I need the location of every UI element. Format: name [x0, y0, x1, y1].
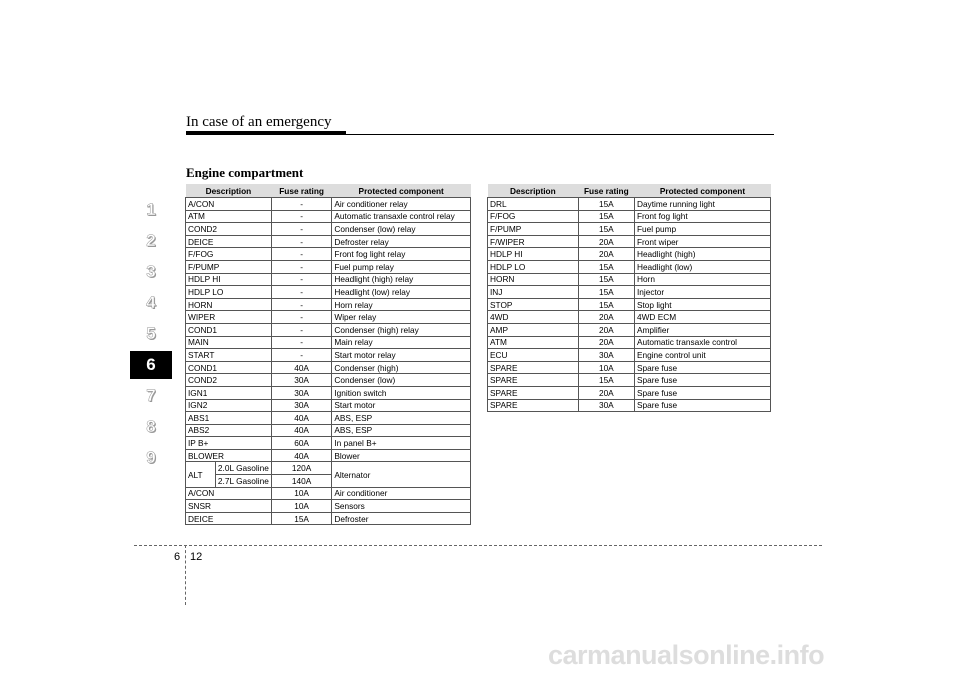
table-row	[186, 412, 471, 425]
row-protected-component: Start motor	[332, 399, 471, 412]
row-description: F/WIPER	[488, 235, 579, 248]
row-fuse-rating: -	[271, 349, 332, 362]
row-protected-component: Automatic transaxle control	[634, 336, 770, 349]
watermark: carmanualsonline.info	[548, 640, 825, 670]
table-row	[186, 512, 471, 525]
row-variant: 2.7L Gasoline	[215, 475, 271, 488]
chapter-tab-label: 6	[146, 355, 156, 374]
table-row	[488, 336, 771, 349]
row-description: BLOWER	[186, 449, 272, 462]
chapter-tab-label: 2	[146, 231, 156, 250]
row-fuse-rating: 20A	[578, 248, 634, 261]
row-protected-component: Headlight (low)	[634, 260, 770, 273]
table-row	[488, 248, 771, 261]
row-protected-component: Condenser (high) relay	[332, 323, 471, 336]
table-row	[186, 424, 471, 437]
table-row	[488, 361, 771, 374]
row-description: START	[186, 349, 272, 362]
row-protected-component: Fuel pump	[634, 223, 770, 236]
row-description: COND1	[186, 323, 272, 336]
row-description: MAIN	[186, 336, 272, 349]
row-fuse-rating: -	[271, 336, 332, 349]
chapter-tab-6[interactable]	[130, 351, 172, 379]
table-header-row	[186, 184, 471, 198]
row-protected-component: Daytime running light	[634, 198, 770, 211]
chapter-tab-1[interactable]	[130, 196, 172, 224]
row-protected-component: Sensors	[332, 500, 471, 513]
chapter-tab-label: 5	[146, 324, 156, 343]
row-fuse-rating: 15A	[578, 298, 634, 311]
chapter-tab-5[interactable]	[130, 320, 172, 348]
table-row	[488, 198, 771, 211]
row-description: F/PUMP	[488, 223, 579, 236]
row-fuse-rating: 20A	[578, 336, 634, 349]
row-description: COND2	[186, 223, 272, 236]
section-title: Engine compartment	[186, 165, 304, 180]
table-row	[186, 286, 471, 299]
row-protected-component: Injector	[634, 286, 770, 299]
row-description: DEICE	[186, 235, 272, 248]
row-fuse-rating: 15A	[271, 512, 332, 525]
table-row	[488, 311, 771, 324]
row-description: WIPER	[186, 311, 272, 324]
table-row	[186, 500, 471, 513]
row-protected-component: Horn relay	[332, 298, 471, 311]
row-protected-component: In panel B+	[332, 437, 471, 450]
footer-divider	[185, 545, 186, 605]
table-row	[186, 223, 471, 236]
row-protected-component: Defroster relay	[332, 235, 471, 248]
row-protected-component: Ignition switch	[332, 386, 471, 399]
table-row	[186, 248, 471, 261]
row-variant: 2.0L Gasoline	[215, 462, 271, 475]
row-protected-component: ABS, ESP	[332, 424, 471, 437]
column-header-fuse-rating: Fuse rating	[271, 184, 332, 198]
table-row	[186, 361, 471, 374]
chapter-tab-8[interactable]	[130, 413, 172, 441]
chapter-tab-4[interactable]	[130, 289, 172, 317]
table-row	[186, 235, 471, 248]
table-row	[186, 298, 471, 311]
table-row	[488, 273, 771, 286]
row-fuse-rating: 10A	[271, 487, 332, 500]
row-fuse-rating: 15A	[578, 286, 634, 299]
row-protected-component: Front wiper	[634, 235, 770, 248]
fuse-table-left	[185, 184, 471, 525]
row-fuse-rating: 15A	[578, 223, 634, 236]
row-description: IP B+	[186, 437, 272, 450]
row-description: A/CON	[186, 487, 272, 500]
column-header-protected-component: Protected component	[332, 184, 471, 198]
row-description: STOP	[488, 298, 579, 311]
row-fuse-rating: 10A	[271, 500, 332, 513]
row-protected-component: Condenser (high)	[332, 361, 471, 374]
column-header-description: Description	[488, 184, 579, 198]
row-description: SNSR	[186, 500, 272, 513]
row-fuse-rating: -	[271, 260, 332, 273]
table-row	[488, 260, 771, 273]
table-row	[186, 198, 471, 211]
table-row	[186, 260, 471, 273]
row-description: HORN	[488, 273, 579, 286]
row-protected-component: Wiper relay	[332, 311, 471, 324]
row-description: F/FOG	[488, 210, 579, 223]
row-fuse-rating: 15A	[578, 374, 634, 387]
table-row	[186, 273, 471, 286]
row-fuse-rating: -	[271, 286, 332, 299]
row-fuse-rating: 60A	[271, 437, 332, 450]
row-fuse-rating: 15A	[578, 260, 634, 273]
row-description: SPARE	[488, 361, 579, 374]
chapter-tab-label: 4	[146, 293, 156, 312]
row-fuse-rating: 20A	[578, 323, 634, 336]
row-fuse-rating: -	[271, 323, 332, 336]
row-description: SPARE	[488, 374, 579, 387]
row-fuse-rating: 30A	[578, 399, 634, 412]
header-rule-accent	[186, 131, 346, 135]
row-description: ALT	[186, 462, 216, 487]
row-protected-component: Front fog light	[634, 210, 770, 223]
row-fuse-rating: 20A	[578, 386, 634, 399]
row-description: ECU	[488, 349, 579, 362]
row-description: IGN1	[186, 386, 272, 399]
row-description: HDLP LO	[186, 286, 272, 299]
row-fuse-rating: -	[271, 248, 332, 261]
row-fuse-rating: 30A	[271, 399, 332, 412]
row-description: F/FOG	[186, 248, 272, 261]
row-protected-component: Condenser (low)	[332, 374, 471, 387]
row-protected-component: Spare fuse	[634, 374, 770, 387]
table-row	[488, 235, 771, 248]
row-protected-component: Spare fuse	[634, 399, 770, 412]
footer-rule	[134, 545, 822, 546]
table-row-alt	[186, 462, 471, 475]
row-fuse-rating: -	[271, 298, 332, 311]
column-header-fuse-rating: Fuse rating	[578, 184, 634, 198]
row-protected-component: Air conditioner	[332, 487, 471, 500]
fuse-table-right	[487, 184, 771, 412]
row-protected-component: ABS, ESP	[332, 412, 471, 425]
table-row	[488, 399, 771, 412]
row-protected-component: Stop light	[634, 298, 770, 311]
row-fuse-rating: 30A	[271, 374, 332, 387]
row-fuse-rating: 15A	[578, 198, 634, 211]
row-protected-component: Start motor relay	[332, 349, 471, 362]
row-description: A/CON	[186, 198, 272, 211]
chapter-tab-label: 8	[146, 417, 156, 436]
row-description: ABS2	[186, 424, 272, 437]
row-fuse-rating: -	[271, 223, 332, 236]
row-protected-component: Alternator	[332, 462, 471, 487]
row-fuse-rating: 15A	[578, 210, 634, 223]
table-row	[186, 336, 471, 349]
table-row	[186, 349, 471, 362]
table-row	[488, 298, 771, 311]
row-protected-component: Front fog light relay	[332, 248, 471, 261]
table-row	[186, 487, 471, 500]
page-header-title: In case of an emergency	[186, 114, 332, 130]
row-protected-component: Headlight (low) relay	[332, 286, 471, 299]
row-description: COND1	[186, 361, 272, 374]
row-fuse-rating: 30A	[578, 349, 634, 362]
row-description: F/PUMP	[186, 260, 272, 273]
column-header-protected-component: Protected component	[634, 184, 770, 198]
row-protected-component: 4WD ECM	[634, 311, 770, 324]
row-protected-component: Headlight (high)	[634, 248, 770, 261]
row-fuse-rating: 10A	[578, 361, 634, 374]
row-protected-component: Blower	[332, 449, 471, 462]
chapter-tab-label: 7	[146, 386, 156, 405]
row-protected-component: Automatic transaxle control relay	[332, 210, 471, 223]
row-description: HORN	[186, 298, 272, 311]
footer-page-number: 12	[190, 551, 203, 563]
table-row	[488, 323, 771, 336]
row-description: HDLP HI	[488, 248, 579, 261]
row-protected-component: Engine control unit	[634, 349, 770, 362]
table-row	[186, 311, 471, 324]
table-row	[488, 374, 771, 387]
table-row	[488, 386, 771, 399]
row-fuse-rating: 40A	[271, 412, 332, 425]
chapter-tab-label: 1	[146, 200, 156, 219]
row-protected-component: Condenser (low) relay	[332, 223, 471, 236]
row-description: 4WD	[488, 311, 579, 324]
row-fuse-rating: 20A	[578, 311, 634, 324]
row-description: DRL	[488, 198, 579, 211]
row-protected-component: Defroster	[332, 512, 471, 525]
chapter-tab-3[interactable]	[130, 258, 172, 286]
row-protected-component: Spare fuse	[634, 361, 770, 374]
table-row	[186, 210, 471, 223]
row-fuse-rating: 120A	[271, 462, 332, 475]
row-description: IGN2	[186, 399, 272, 412]
row-fuse-rating: -	[271, 198, 332, 211]
row-description: ATM	[488, 336, 579, 349]
row-protected-component: Main relay	[332, 336, 471, 349]
row-fuse-rating: -	[271, 235, 332, 248]
row-fuse-rating: 140A	[271, 475, 332, 488]
table-row	[186, 449, 471, 462]
table-header-row	[488, 184, 771, 198]
table-row	[186, 323, 471, 336]
chapter-tabs	[130, 196, 172, 475]
table-row	[488, 286, 771, 299]
row-description: ATM	[186, 210, 272, 223]
row-description: ABS1	[186, 412, 272, 425]
chapter-tab-label: 3	[146, 262, 156, 281]
row-description: SPARE	[488, 399, 579, 412]
row-protected-component: Spare fuse	[634, 386, 770, 399]
table-row	[186, 386, 471, 399]
chapter-tab-label: 9	[146, 448, 156, 467]
row-description: HDLP LO	[488, 260, 579, 273]
row-fuse-rating: -	[271, 311, 332, 324]
column-header-description: Description	[186, 184, 272, 198]
row-fuse-rating: -	[271, 273, 332, 286]
row-fuse-rating: 40A	[271, 449, 332, 462]
row-fuse-rating: -	[271, 210, 332, 223]
row-fuse-rating: 30A	[271, 386, 332, 399]
chapter-tab-2[interactable]	[130, 227, 172, 255]
row-fuse-rating: 15A	[578, 273, 634, 286]
table-row	[186, 399, 471, 412]
table-row	[186, 437, 471, 450]
chapter-tab-9[interactable]	[130, 444, 172, 472]
table-row	[488, 349, 771, 362]
table-row	[488, 210, 771, 223]
row-protected-component: Amplifier	[634, 323, 770, 336]
table-row	[488, 223, 771, 236]
row-protected-component: Air conditioner relay	[332, 198, 471, 211]
row-description: INJ	[488, 286, 579, 299]
table-row	[186, 374, 471, 387]
row-fuse-rating: 40A	[271, 424, 332, 437]
footer-chapter-number: 6	[174, 551, 181, 563]
row-description: COND2	[186, 374, 272, 387]
row-description: SPARE	[488, 386, 579, 399]
row-description: AMP	[488, 323, 579, 336]
row-description: HDLP HI	[186, 273, 272, 286]
chapter-tab-7[interactable]	[130, 382, 172, 410]
row-protected-component: Horn	[634, 273, 770, 286]
row-protected-component: Fuel pump relay	[332, 260, 471, 273]
row-fuse-rating: 40A	[271, 361, 332, 374]
row-fuse-rating: 20A	[578, 235, 634, 248]
row-protected-component: Headlight (high) relay	[332, 273, 471, 286]
row-description: DEICE	[186, 512, 272, 525]
